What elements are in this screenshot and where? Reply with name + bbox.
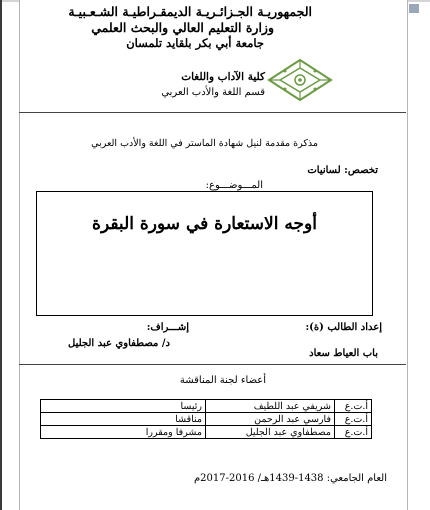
subject-label: المـــوضـــوع: xyxy=(205,180,263,191)
jury-table xyxy=(40,399,372,439)
divider-top xyxy=(19,112,406,113)
department-name: قسم اللغة والأدب العربي xyxy=(161,87,265,98)
academic-year: العام الجامعي: 1438-1439هـ/ 2016-2017م xyxy=(193,473,387,484)
jury-rank: أ.ت.ع xyxy=(335,413,372,426)
university-emblem-icon xyxy=(265,57,335,103)
jury-name: فارسي عبد الرحمن xyxy=(206,413,335,426)
thesis-title: أوجه الاستعارة في سورة البقرة xyxy=(92,214,317,234)
divider-middle xyxy=(19,364,406,365)
supervision-label: إشـــراف: xyxy=(146,322,189,333)
left-edge xyxy=(0,0,2,510)
header-republic: الجمهوريـة الجـزائـريـة الديمقـراطيـة الشـعـبيـة xyxy=(68,4,312,19)
scroll-marker[interactable] xyxy=(409,4,419,13)
committee-title: أعضاء لجنة المناقشة xyxy=(179,375,266,386)
jury-rank: أ.ت.ع xyxy=(335,400,372,413)
student-name: باب العياط سعاد xyxy=(309,348,378,359)
prepared-by-label: إعداد الطالب (ة): xyxy=(305,322,382,333)
jury-role: مشرفا ومقررا xyxy=(41,426,206,439)
table-row xyxy=(41,400,372,413)
jury-rank: أ.ت.ع xyxy=(335,426,372,439)
jury-name: مصطفاوي عبد الجليل xyxy=(206,426,335,439)
table-row xyxy=(41,426,372,439)
specialization: تخصص: لسانيات xyxy=(307,165,378,176)
faculty-name: كلية الآداب واللغات xyxy=(181,71,265,83)
header-ministry: وزارة التعليم العالي والبحث العلمي xyxy=(91,20,274,35)
jury-name: شريفي عبد اللطيف xyxy=(206,400,335,413)
table-row xyxy=(41,413,372,426)
supervisor-name: د/ مصطفاوي عبد الجليل xyxy=(68,338,170,349)
jury-role: مناقشا xyxy=(41,413,206,426)
header-university: جامعة أبي بكر بلقايد تلمسان xyxy=(126,36,264,50)
memo-text: مذكرة مقدمة لنيل شهادة الماستر في اللغة والأدب العربي xyxy=(91,138,318,149)
jury-role: رئيسا xyxy=(41,400,206,413)
title-box xyxy=(36,191,373,316)
